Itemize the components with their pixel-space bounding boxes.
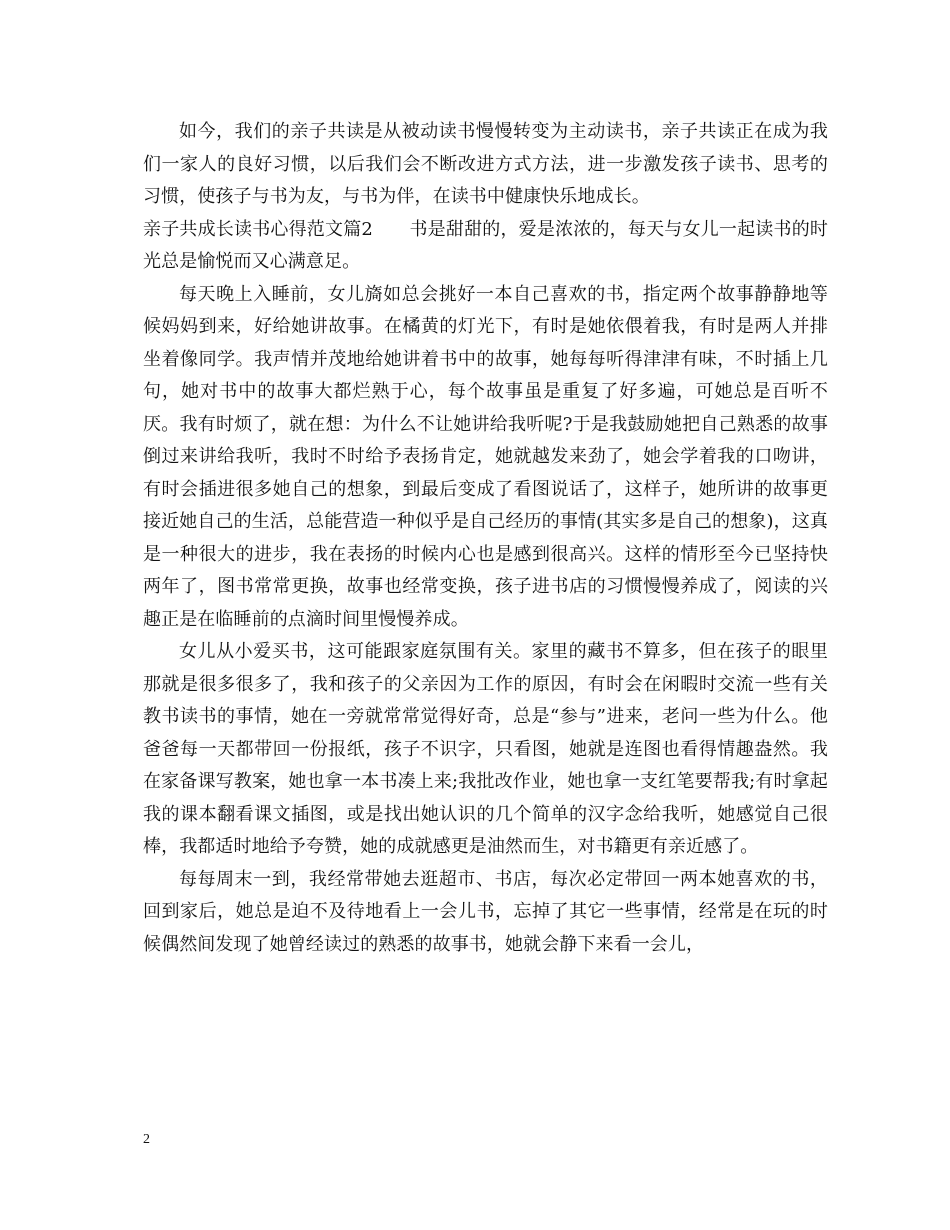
paragraph: 每天晚上入睡前，女儿旖如总会挑好一本自己喜欢的书，指定两个故事静静地等候妈妈到来，好给她讲故事。在橘黄的灯光下，有时是她依偎着我，有时是两人并排坐着像同学。我声情并茂地给她讲着书中的故事，她每每听得津津有味，不时插上几句，她对书中的故事大都烂熟于心，每个故事虽是重复了好多遍，可她总是百听不厌。我有时烦了，就在想：为什么不让她讲给我听呢?于是我鼓励她把自己熟悉的故事倒过来讲给我听，我时不时给予表扬肯定，她就越发来劲了，她会学着我的口吻讲，有时会插进很多她自己的想象，到最后变成了看图说话了，这样子，她所讲的故事更接近她自己的生活，总能营造一种似乎是自己经历的事情(其实多是自己的想象)，这真是一种很大的进步，我在表扬的时候内心也是感到很高兴。这样的情形至今已坚持快两年了，图书常常更换，故事也经常变换，孩子进书店的习惯慢慢养成了，阅读的兴趣正是在临睡前的点滴时间里慢慢养成。 <box>143 283 828 630</box>
paragraph: 每每周末一到，我经常带她去逛超市、书店，每次必定带回一两本她喜欢的书，回到家后，她总是迫不及待地看上一会儿书，忘掉了其它一些事情，经常是在玩的时候偶然间发现了她曾经读过的熟悉的故事书，她就会静下来看一会儿， <box>143 868 828 955</box>
paragraph: 如今，我们的亲子共读是从被动读书慢慢转变为主动读书，亲子共读正在成为我们一家人的良好习惯，以后我们会不断改进方式方法，进一步激发孩子读书、思考的习惯，使孩子与书为友，与书为伴，在读书中健康快乐地成长。 <box>143 121 828 207</box>
page-number: 2 <box>143 1132 150 1147</box>
document-body <box>143 116 828 961</box>
section-heading-paragraph: 亲子共成长读书心得范文篇2 书是甜甜的，爱是浓浓的，每天与女儿一起读书的时光总是愉悦而又心满意足。 <box>143 218 828 272</box>
paragraph: 女儿从小爱买书，这可能跟家庭氛围有关。家里的藏书不算多，但在孩子的眼里那就是很多很多了，我和孩子的父亲因为工作的原因，有时会在闲暇时交流一些有关教书读书的事情，她在一旁就常常觉得好奇，总是“参与”进来，老问一些为什么。他爸爸每一天都带回一份报纸，孩子不识字，只看图，她就是连图也看得情趣盎然。我在家备课写教案，她也拿一本书凑上来;我批改作业，她也拿一支红笔要帮我;有时拿起我的课本翻看课文插图，或是找出她认识的几个简单的汉字念给我听，她感觉自己很棒，我都适时地给予夸赞，她的成就感更是油然而生，对书籍更有亲近感了。 <box>143 641 828 857</box>
